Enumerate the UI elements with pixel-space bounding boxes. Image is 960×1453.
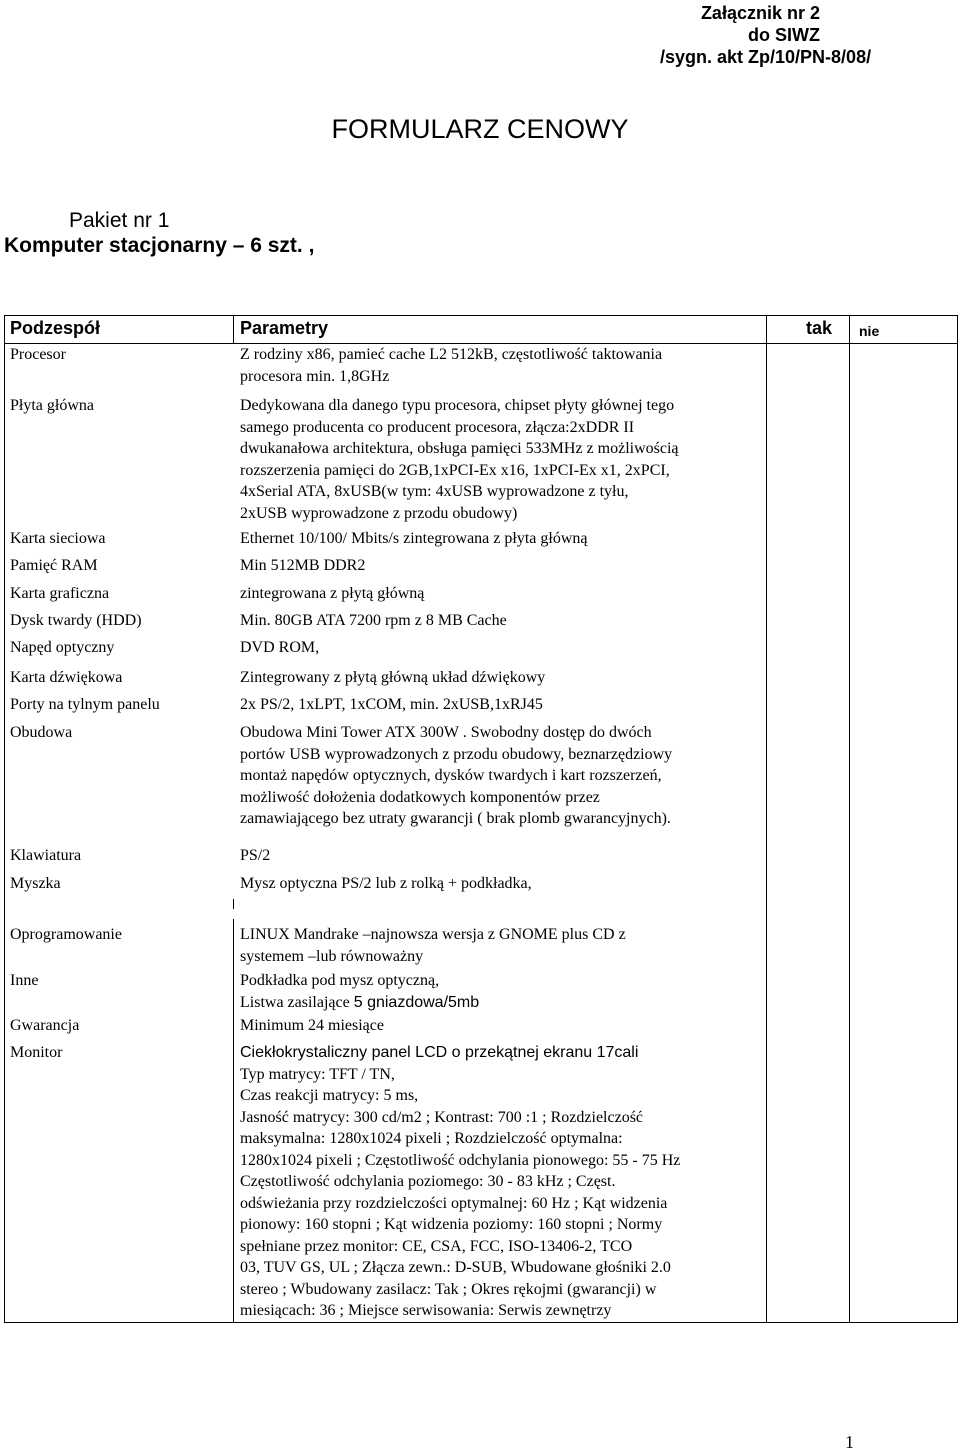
table-border-left <box>4 315 5 1323</box>
table-border-right <box>957 315 958 1323</box>
param-line: portów USB wyprowadzonych z przodu obudowy, beznarzędziowy <box>240 745 673 763</box>
row-params-optical-drive: DVD ROM, <box>240 639 320 656</box>
row-params-graphics-card: zintegrowana z płytą główną <box>240 585 425 602</box>
param-line: maksymalna: 1280x1024 pixeli ; Rozdzielczość optymalna: <box>240 1130 623 1147</box>
param-line: Ciekłokrystaliczny panel LCD o przekątnej ekranu 17cali <box>240 1044 639 1061</box>
row-params-rear-ports: 2x PS/2, 1xLPT, 1xCOM, min. 2xUSB,1xRJ45 <box>240 696 543 713</box>
row-params-procesor <box>240 344 770 387</box>
case-signature: /sygn. akt Zp/10/PN-8/08/ <box>660 47 872 67</box>
column-divider <box>849 315 850 1323</box>
param-line: 2xUSB wyprowadzone z przodu obudowy) <box>240 504 518 522</box>
row-label-case: Obudowa <box>10 724 73 741</box>
row-params-warranty: Minimum 24 miesiące <box>240 1017 384 1034</box>
row-params-mouse: Mysz optyczna PS/2 lub z rolką + podkładka, <box>240 875 532 892</box>
row-params-mainboard <box>240 395 770 524</box>
param-line: spełniane przez monitor: CE, CSA, FCC, ISO-13406-2, TCO <box>240 1237 633 1255</box>
row-label-optical-drive: Napęd optyczny <box>10 639 115 656</box>
column-divider <box>233 899 234 909</box>
row-params-software <box>240 924 770 967</box>
param-line: montaż napędów optycznych, dysków twardych i kart rozszerzeń, <box>240 767 662 784</box>
row-params-network-card: Ethernet 10/100/ Mbits/s zintegrowana z płyta główną <box>240 530 588 547</box>
param-line: 4xSerial ATA, 8xUSB(w tym: 4xUSB wyprowadzone z tyłu, <box>240 483 629 500</box>
row-label-mouse: Myszka <box>10 875 61 892</box>
param-line: rozszerzenia pamięci do 2GB,1xPCI-Ex x16, 1xPCI-Ex x1, 2xPCI, <box>240 461 670 479</box>
row-params-other <box>240 970 770 1013</box>
row-params-keyboard: PS/2 <box>240 847 271 864</box>
param-line: samego producenta co producent procesora, złącza:2xDDR II <box>240 418 635 436</box>
row-label-warranty: Gwarancja <box>10 1017 80 1034</box>
row-label-mainboard: Płyta główna <box>10 397 94 414</box>
table-border-bottom <box>4 1322 958 1323</box>
param-line: Podkładka pod mysz optyczną, <box>240 972 440 989</box>
param-line: zamawiającego bez utraty gwarancji ( brak plomb gwarancyjnych). <box>240 810 671 827</box>
param-line: Z rodziny x86, pamieć cache L2 512kB, częstotliwość taktowania <box>240 346 663 363</box>
param-line: odświeżania przy rozdzielczości optymalnej: 60 Hz ; Kąt widzenia <box>240 1194 668 1212</box>
param-line: Jasność matrycy: 300 cd/m2 ; Kontrast: 700 :1 ; Rozdzielczość <box>240 1108 644 1126</box>
row-label-graphics-card: Karta graficzna <box>10 585 110 602</box>
row-params-monitor <box>240 1042 770 1322</box>
param-line: pionowy: 160 stopni ; Kąt widzenia poziomy: 160 stopni ; Normy <box>240 1216 663 1233</box>
param-line: miesiącach: 36 ; Miejsce serwisowania: Serwis zewnętrzy <box>240 1302 612 1319</box>
param-line: procesora min. 1,8GHz <box>240 367 390 385</box>
attachment-reference: do SIWZ <box>748 25 820 45</box>
column-divider <box>233 919 234 1323</box>
param-line: Częstotliwość odchylania poziomego: 30 - 83 kHz ; Częst. <box>240 1173 616 1190</box>
page-number: 1 <box>845 1432 854 1452</box>
param-line: Czas reakcji matrycy: 5 ms, <box>240 1087 419 1104</box>
header-yes: tak <box>805 318 832 338</box>
row-label-monitor: Monitor <box>10 1044 63 1061</box>
row-params-hdd: Min. 80GB ATA 7200 rpm z 8 MB Cache <box>240 612 507 629</box>
table-border-top <box>4 315 958 316</box>
row-label-software: Oprogramowanie <box>10 926 122 943</box>
row-params-sound-card: Zintegrowany z płytą główną układ dźwiękowy <box>240 669 546 686</box>
attachment-number: Załącznik nr 2 <box>700 3 820 23</box>
row-params-case <box>240 722 770 830</box>
row-label-rear-ports: Porty na tylnym panelu <box>10 696 160 713</box>
spec-table <box>4 315 958 1325</box>
attachment-header <box>660 2 872 68</box>
power-strip-spec: 5 gniazdowa/5mb <box>353 993 480 1011</box>
header-component: Podzespół <box>10 318 101 338</box>
param-line: systemem –lub równoważny <box>240 947 424 965</box>
package-label: Pakiet nr 1 <box>69 209 170 232</box>
param-line: Typ matrycy: TFT / TN, <box>240 1065 395 1083</box>
row-params-ram: Min 512MB DDR2 <box>240 557 366 574</box>
param-line-power-strip <box>240 992 770 1014</box>
row-label-other: Inne <box>10 972 39 989</box>
param-line: możliwość dołożenia dodatkowych komponentów przez <box>240 788 600 806</box>
param-line: Dedykowana dla danego typu procesora, chipset płyty głównej tego <box>240 397 675 414</box>
param-line: dwukanałowa architektura, obsługa pamięci 533MHz z możliwością <box>240 440 679 457</box>
header-no: nie <box>859 323 880 339</box>
row-label-network-card: Karta sieciowa <box>10 530 106 547</box>
param-line: 1280x1024 pixeli ; Częstotliwość odchylania pionowego: 55 - 75 Hz <box>240 1151 681 1169</box>
power-strip-label: Listwa zasilające <box>240 993 354 1011</box>
header-parameters: Parametry <box>240 318 329 338</box>
item-label: Komputer stacjonarny – 6 szt. , <box>4 234 315 257</box>
param-line: LINUX Mandrake –najnowsza wersja z GNOME plus CD z <box>240 926 626 943</box>
row-label-keyboard: Klawiatura <box>10 847 82 864</box>
row-label-ram: Pamięć RAM <box>10 557 98 574</box>
param-line: Obudowa Mini Tower ATX 300W . Swobodny dostęp do dwóch <box>240 724 652 741</box>
param-line: stereo ; Wbudowany zasilacz: Tak ; Okres rękojmi (gwarancji) w <box>240 1280 657 1298</box>
row-label-hdd: Dysk twardy (HDD) <box>10 612 142 629</box>
row-label-sound-card: Karta dźwiękowa <box>10 669 123 686</box>
column-divider <box>233 315 234 344</box>
param-line: 03, TUV GS, UL ; Złącza zewn.: D-SUB, Wbudowane głośniki 2.0 <box>240 1259 671 1276</box>
row-label-procesor: Procesor <box>10 346 66 363</box>
document-title: FORMULARZ CENOWY <box>331 114 629 144</box>
